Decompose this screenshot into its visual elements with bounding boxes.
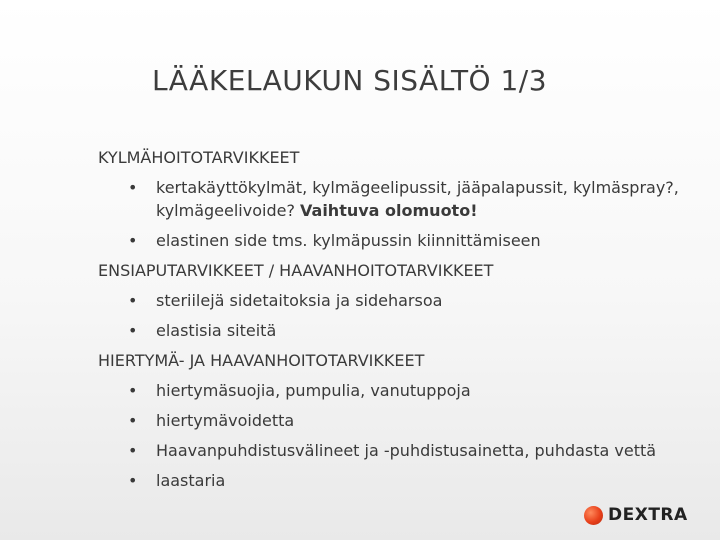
list-item [128, 229, 698, 252]
item-emphasis: Vaihtuva olomuoto! [300, 201, 478, 220]
section-heading: KYLMÄHOITOTARVIKKEET [98, 148, 300, 167]
section-cold-care [98, 146, 698, 252]
bullet-list [98, 379, 698, 492]
item-text: kertakäyttökylmät, kylmägeelipussit, jääpalapussit, kylmäspray?, kylmägeelivoide? [156, 178, 679, 220]
dextra-logo [584, 505, 688, 525]
item-text: laastaria [156, 471, 226, 490]
list-item [128, 439, 698, 462]
list-item [128, 469, 698, 492]
list-item [128, 176, 698, 222]
logo-text: DEXTRA [608, 505, 688, 525]
section-heading: HIERTYMÄ- JA HAAVANHOITOTARVIKKEET [98, 351, 425, 370]
orange-sphere-icon [584, 506, 603, 525]
list-item [128, 379, 698, 402]
item-text: hiertymävoidetta [156, 411, 295, 430]
section-heading: ENSIAPUTARVIKKEET / HAAVANHOITOTARVIKKEET [98, 261, 494, 280]
bullet-list [98, 176, 698, 252]
item-text: hiertymäsuojia, pumpulia, vanutuppoja [156, 381, 471, 400]
list-item [128, 409, 698, 432]
section-first-aid [98, 259, 698, 342]
item-text: Haavanpuhdistusvälineet ja -puhdistusainetta, puhdasta vettä [156, 441, 657, 460]
item-text: elastinen side tms. kylmäpussin kiinnittämiseen [156, 231, 541, 250]
content-body [98, 146, 698, 499]
list-item [128, 289, 698, 312]
page-title: LÄÄKELAUKUN SISÄLTÖ 1/3 [152, 64, 548, 97]
item-text: steriilejä sidetaitoksia ja sideharsoa [156, 291, 443, 310]
item-text: elastisia siteitä [156, 321, 277, 340]
bullet-list [98, 289, 698, 342]
section-blister-care [98, 349, 698, 492]
list-item [128, 319, 698, 342]
